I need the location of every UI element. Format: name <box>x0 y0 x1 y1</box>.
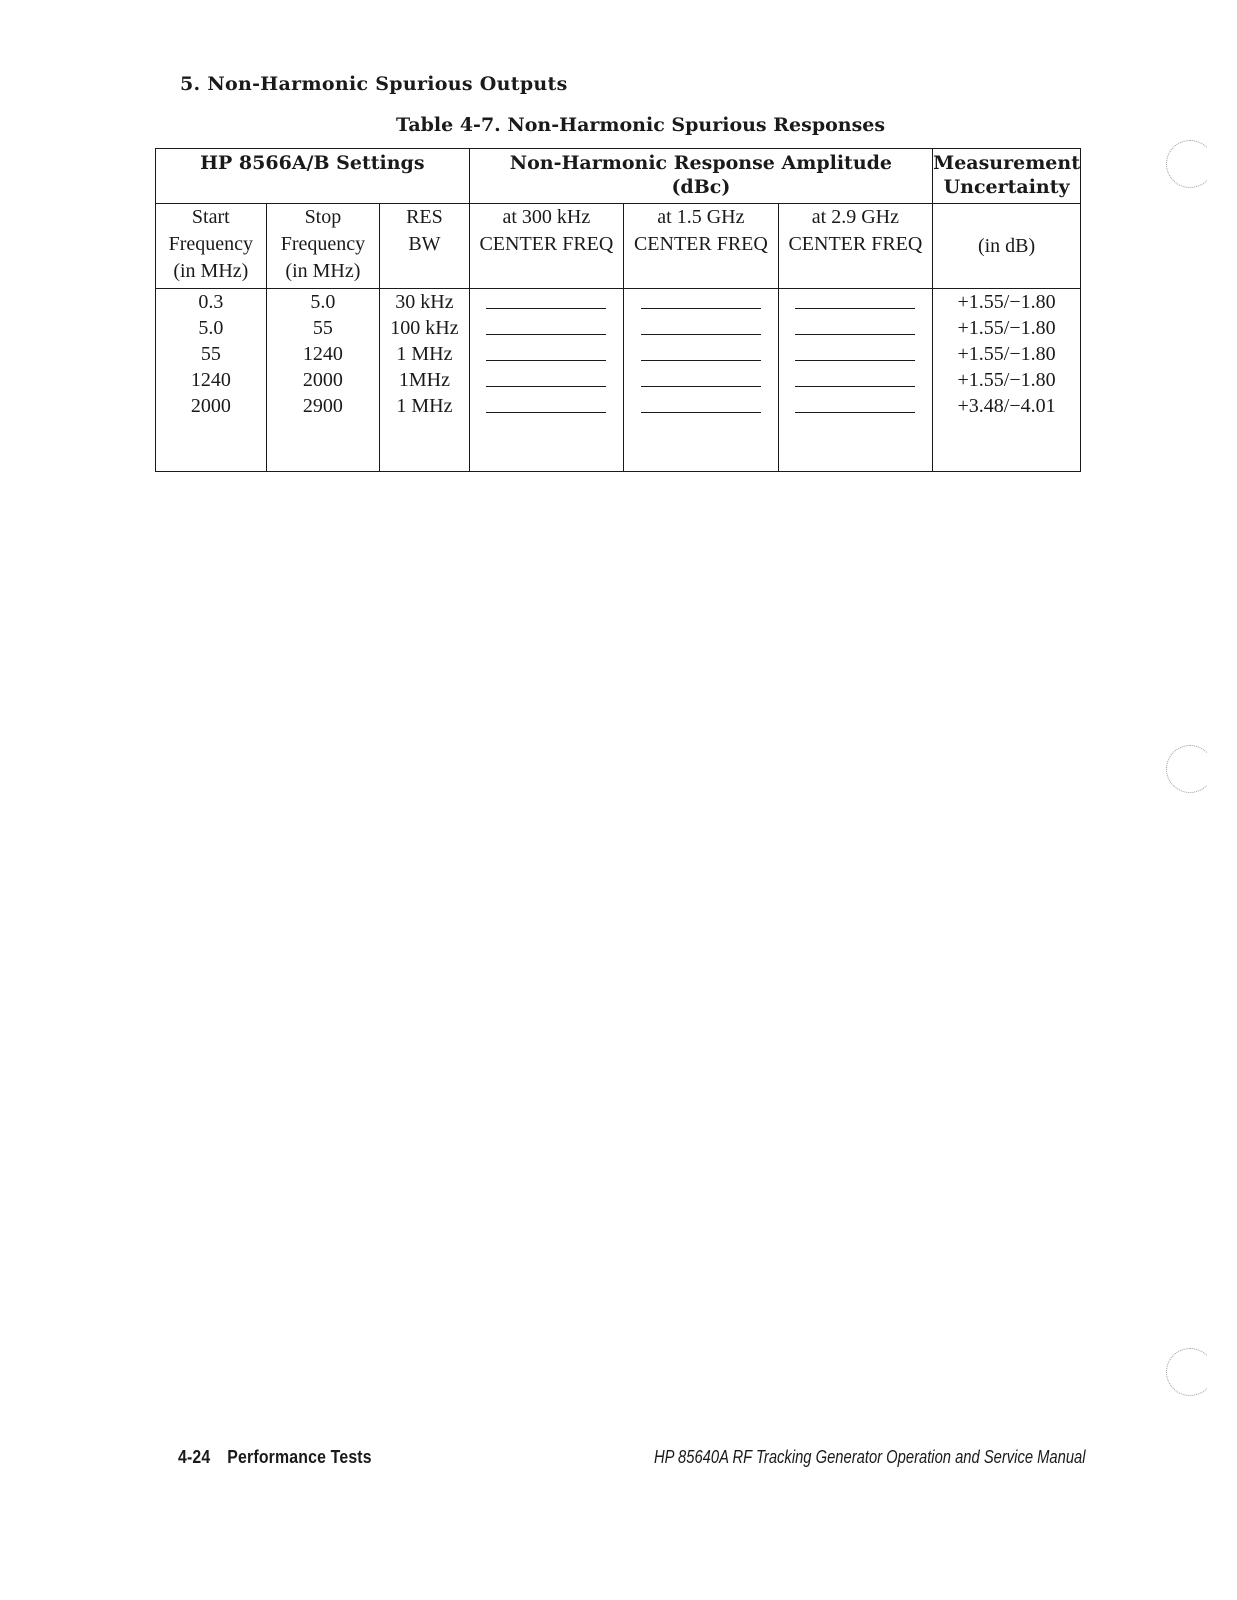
subheader-text: (in MHz) <box>285 260 361 282</box>
subheader-text: Stop <box>304 206 342 228</box>
table-data-row <box>156 289 1081 472</box>
res-bw-value: 30 kHz <box>395 291 454 313</box>
amplitude-entry-blank[interactable] <box>486 360 606 361</box>
subheader-text: Start <box>191 206 230 228</box>
subheader-text: (in MHz) <box>173 260 249 282</box>
amplitude-entry-blank[interactable] <box>795 334 915 335</box>
page-number: 4-24 <box>178 1447 211 1467</box>
footer-section: Performance Tests <box>227 1447 372 1467</box>
start-frequency-value: 0.3 <box>198 291 224 313</box>
amplitude-1-5ghz-column <box>624 289 779 472</box>
amplitude-header-line2: (dBc) <box>671 176 731 198</box>
settings-header: HP 8566A/B Settings <box>156 149 470 204</box>
subheader-text: at 300 kHz <box>502 206 591 228</box>
res-bw-column <box>380 289 469 472</box>
center-freq-1-5ghz-header <box>624 204 779 289</box>
subheader-text: CENTER FREQ <box>479 233 614 255</box>
footer-manual-title: HP 85640A RF Tracking Generator Operation and Service Manual <box>654 1447 1086 1467</box>
subheader-text: at 2.9 GHz <box>811 206 899 228</box>
section-title: 5. Non-Harmonic Spurious Outputs <box>180 73 568 95</box>
uncertainty-unit-header: (in dB) <box>933 204 1081 289</box>
amplitude-entry-blank[interactable] <box>486 308 606 309</box>
res-bw-value: 1MHz <box>398 369 450 391</box>
uncertainty-value: +1.55/−1.80 <box>957 291 1056 313</box>
stop-frequency-value: 5.0 <box>310 291 336 313</box>
uncertainty-header-line2: Uncertainty <box>943 176 1070 198</box>
subheader-text: CENTER FREQ <box>788 233 923 255</box>
start-frequency-value: 1240 <box>190 369 231 391</box>
amplitude-2-9ghz-column <box>778 289 933 472</box>
stop-frequency-value: 2000 <box>302 369 343 391</box>
res-bw-value: 1 MHz <box>396 343 453 365</box>
start-frequency-value: 5.0 <box>198 317 224 339</box>
uncertainty-value: +3.48/−4.01 <box>957 395 1056 417</box>
spurious-responses-table <box>155 148 1081 472</box>
binder-hole-bottom <box>1166 1348 1214 1396</box>
amplitude-entry-blank[interactable] <box>795 308 915 309</box>
stop-frequency-header <box>266 204 380 289</box>
amplitude-entry-blank[interactable] <box>641 412 761 413</box>
uncertainty-value: +1.55/−1.80 <box>957 317 1056 339</box>
uncertainty-value: +1.55/−1.80 <box>957 369 1056 391</box>
amplitude-entry-blank[interactable] <box>795 412 915 413</box>
amplitude-entry-blank[interactable] <box>641 386 761 387</box>
subheader-text: RES <box>406 206 443 228</box>
table-header-row <box>156 149 1081 204</box>
start-frequency-value: 55 <box>200 343 221 365</box>
stop-frequency-value: 2900 <box>302 395 343 417</box>
subheader-text: Frequency <box>168 233 254 255</box>
amplitude-entry-blank[interactable] <box>486 334 606 335</box>
amplitude-header-line1: Non-Harmonic Response Amplitude <box>509 152 893 174</box>
amplitude-entry-blank[interactable] <box>486 386 606 387</box>
subheader-text: CENTER FREQ <box>633 233 768 255</box>
amplitude-entry-blank[interactable] <box>641 308 761 309</box>
start-frequency-column <box>156 289 267 472</box>
amplitude-300khz-column <box>469 289 624 472</box>
amplitude-entry-blank[interactable] <box>641 360 761 361</box>
binder-hole-top <box>1166 140 1214 188</box>
amplitude-entry-blank[interactable] <box>795 360 915 361</box>
binder-hole-middle <box>1166 745 1214 793</box>
stop-frequency-value: 55 <box>312 317 333 339</box>
uncertainty-header <box>933 149 1081 204</box>
amplitude-header <box>469 149 933 204</box>
table-caption: Table 4-7. Non-Harmonic Spurious Responses <box>396 114 886 136</box>
subheader-text: BW <box>408 233 441 255</box>
uncertainty-value: +1.55/−1.80 <box>957 343 1056 365</box>
stop-frequency-column <box>266 289 380 472</box>
uncertainty-header-line1: Measurement <box>933 152 1080 174</box>
amplitude-entry-blank[interactable] <box>795 386 915 387</box>
amplitude-entry-blank[interactable] <box>641 334 761 335</box>
center-freq-2-9ghz-header <box>778 204 933 289</box>
res-bw-value: 1 MHz <box>396 395 453 417</box>
amplitude-entry-blank[interactable] <box>486 412 606 413</box>
page-footer-left <box>178 1447 372 1468</box>
subheader-text: at 1.5 GHz <box>657 206 745 228</box>
start-frequency-value: 2000 <box>190 395 231 417</box>
stop-frequency-value: 1240 <box>302 343 343 365</box>
table-subheader-row <box>156 204 1081 289</box>
subheader-text: Frequency <box>280 233 366 255</box>
center-freq-300khz-header <box>469 204 624 289</box>
uncertainty-column <box>933 289 1081 472</box>
res-bw-header <box>380 204 469 289</box>
res-bw-value: 100 kHz <box>390 317 459 339</box>
start-frequency-header <box>156 204 267 289</box>
